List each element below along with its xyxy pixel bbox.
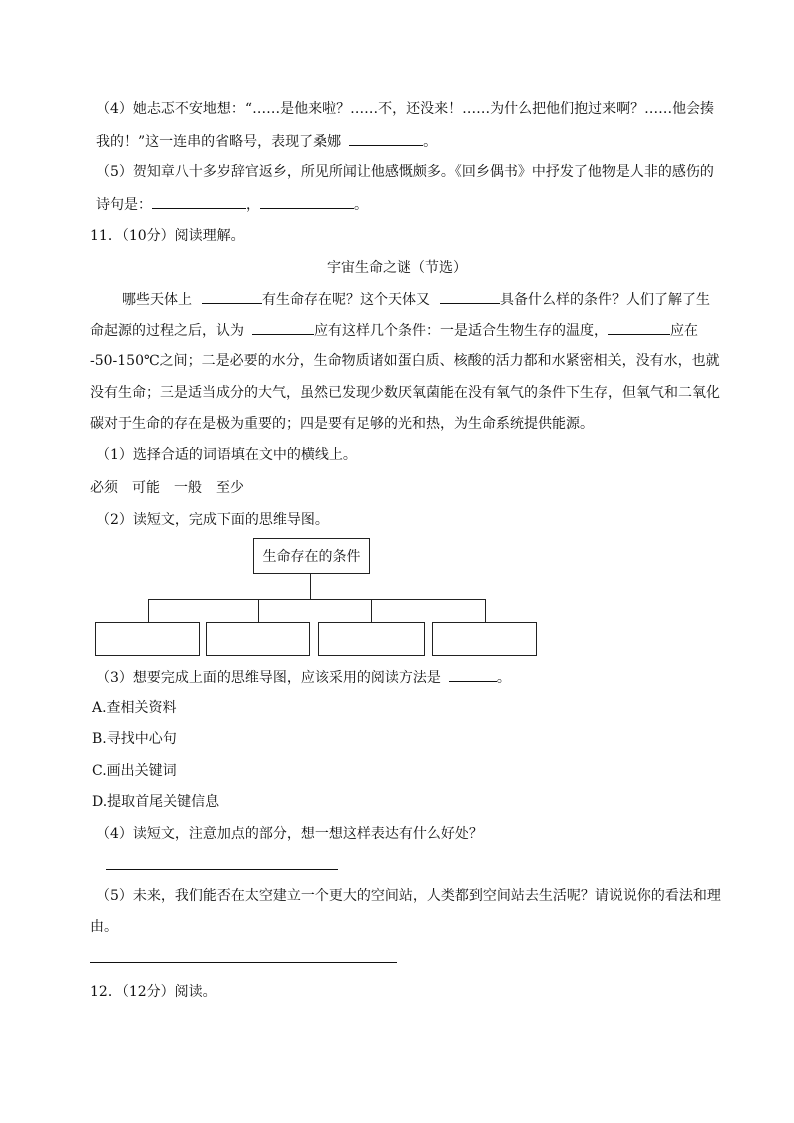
- option-a[interactable]: A.查相关资料: [92, 700, 177, 716]
- q10-part5-answer-blank-2[interactable]: [260, 194, 354, 209]
- sub4-answer-line[interactable]: [106, 869, 338, 870]
- q11-passage-title: 宇宙生命之谜（节选）: [327, 260, 467, 276]
- q11-header: 11．（10分）阅读理解。: [90, 228, 245, 244]
- passage-text: 应有这样几个条件：一是适合生物生存的温度，: [314, 323, 608, 339]
- mindmap-answer-box-2[interactable]: [206, 622, 310, 656]
- q10-part4-line2: [96, 131, 437, 152]
- passage-blank-3[interactable]: [252, 320, 314, 335]
- q10-part4-line1: （4）她忐忑不安地想：“……是他来啦？……不，还没来！……为什么把他们抱过来啊？……他会揍: [96, 101, 715, 117]
- q10-part5-end: 。: [354, 197, 368, 213]
- q11-sub1-word-bank: 必须 可能 一般 至少: [90, 480, 244, 496]
- q10-part5-line1: （5）贺知章八十多岁辞官返乡，所见所闻让他感慨颇多。《回乡偶书》中抒发了他物是人非的感伤的: [96, 164, 714, 180]
- q11-sub5-line2: 由。: [90, 919, 118, 935]
- q11-sub5-line1: （5）未来，我们能否在太空建立一个更大的空间站，人类都到空间站去生活呢？请说说你的看法和理: [96, 888, 721, 904]
- mindmap-connector: [258, 599, 259, 622]
- mindmap-root-label: 生命存在的条件: [262, 549, 361, 565]
- option-d[interactable]: D.提取首尾关键信息: [92, 794, 220, 810]
- passage-text: 应在: [670, 323, 698, 339]
- mindmap-connector: [148, 599, 485, 600]
- mindmap-root-box: [253, 538, 370, 574]
- sub5-answer-line[interactable]: [90, 962, 397, 963]
- q10-part5-answer-blank-1[interactable]: [152, 194, 246, 209]
- q11-passage-line2: [90, 320, 698, 341]
- q10-part4-answer-blank[interactable]: [349, 131, 423, 146]
- q11-sub2-prompt: （2）读短文，完成下面的思维导图。: [96, 512, 329, 528]
- q12-header: 12．（12分）阅读。: [90, 984, 217, 1000]
- q11-passage-line3: -50-150℃之间；二是必要的水分，生命物质诸如蛋白质、核酸的活力都和水紧密相关，没有水，也就: [90, 353, 720, 369]
- mindmap-connector: [485, 599, 486, 622]
- mindmap-connector: [148, 599, 149, 622]
- passage-blank-1[interactable]: [202, 289, 262, 304]
- mindmap-answer-box-4[interactable]: [432, 622, 537, 656]
- sub3-end: 。: [496, 670, 511, 686]
- q10-part5-comma: ，: [246, 197, 260, 213]
- q11-sub4-prompt: （4）读短文，注意加点的部分，想一想这样表达有什么好处？: [96, 826, 483, 842]
- mindmap-answer-box-1[interactable]: [95, 622, 200, 656]
- q11-sub1-prompt: （1）选择合适的词语填在文中的横线上。: [96, 447, 357, 463]
- passage-text: 哪些天体上: [122, 292, 192, 308]
- sub3-answer-blank[interactable]: [449, 667, 497, 682]
- passage-text: 有生命存在呢？这个天体又: [262, 292, 430, 308]
- sub3-text: （3）想要完成上面的思维导图，应该采用的阅读方法是: [96, 670, 441, 686]
- passage-text: 具备什么样的条件？人们了解了生: [500, 292, 710, 308]
- q10-part4-text: 我的！”这一连串的省略号，表现了桑娜: [96, 134, 342, 150]
- mindmap-connector: [310, 574, 311, 599]
- q11-sub3-prompt: [96, 667, 511, 688]
- passage-text: 命起源的过程之后，认为: [90, 323, 244, 339]
- q10-part5-line2: [96, 194, 368, 215]
- option-c[interactable]: C.画出关键词: [92, 763, 177, 779]
- q10-part4-end: 。: [423, 134, 438, 150]
- q10-part5-text: 诗句是：: [96, 197, 152, 213]
- mindmap-connector: [371, 599, 372, 622]
- q11-passage-line4: 没有生命；三是适当成分的大气，虽然已发现少数厌氧菌能在没有氧气的条件下生存，但氧气和二氧化: [90, 385, 720, 401]
- passage-blank-4[interactable]: [608, 320, 670, 335]
- q11-passage-line1: [122, 289, 710, 310]
- mindmap-answer-box-3[interactable]: [318, 622, 425, 656]
- option-b[interactable]: B.寻找中心句: [92, 731, 177, 747]
- passage-blank-2[interactable]: [440, 289, 500, 304]
- q11-passage-line5: 碳对于生命的存在是极为重要的；四是要有足够的光和热，为生命系统提供能源。: [90, 416, 594, 432]
